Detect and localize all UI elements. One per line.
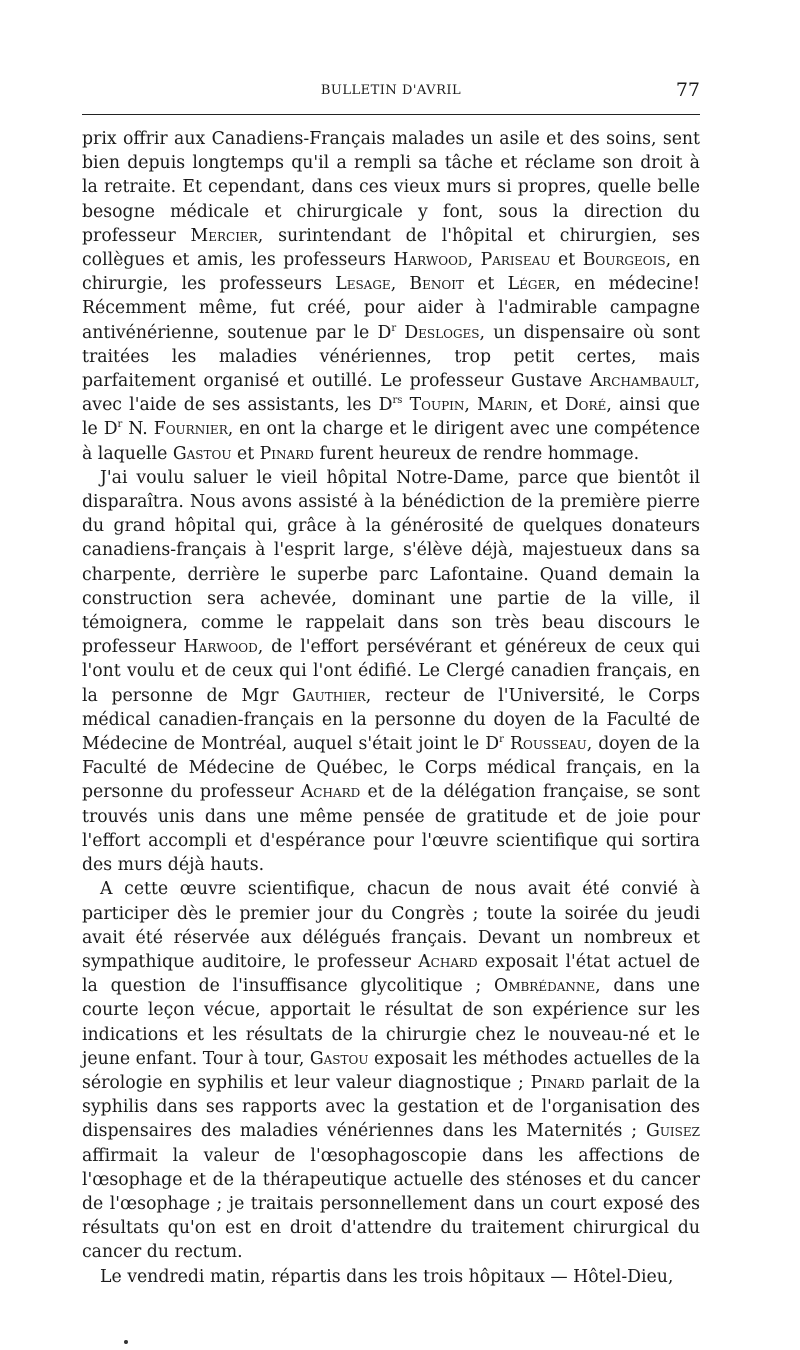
person-name: Pinard [259,443,314,464]
text-run: , ainsi que le D [82,395,700,440]
text-run: , un dispensaire où sont traitées les maladies vénériennes, trop petit certes, mais parfaitement organisé et outillé. Le professeur Gustave [82,322,701,392]
text-run: J'ai voulu saluer le vieil hôpital Notre-Dame, parce que bientôt il disparaîtra. Nous avons assisté à la bénédiction de la première pierre du grand hôpital qui, grâce à la générosité de quelques donateurs canadiens-français à l'esprit large, s'élève déjà, majestueux dans sa charpente, derrière le superbe parc Lafontaine. Quand demain la construction sera achevée, dominant une partie de la ville, il témoignera, comme le rappelait dans son très beau discours le professeur [82,467,700,658]
person-name: Pinard [530,1072,585,1093]
text-run: , [390,274,410,295]
text-run: , et [527,395,565,416]
text-run: , recteur de l'Université, le Corps médical canadien-français en la personne du doyen de la Faculté de Médecine de Montréal, auquel s'était joint le D [82,685,701,755]
paragraph [82,877,700,1264]
page-header [82,78,700,102]
text-run: , de l'effort persévérant et généreux de ceux qui l'ont voulu et de ceux qui l'ont édifié. Le Clergé canadien français, en la personne de Mgr [82,637,701,706]
person-name: Harwood [393,250,468,271]
superscript: rs [392,395,403,407]
person-name: Desloges [404,322,480,343]
person-name: Gastou [309,1048,369,1069]
text-run: , dans une courte leçon vécue, apportait le résultat de son expérience sur les indications et les résultats de la chirurgie chez le nouveau-né et le jeune enfant. Tour à tour, [82,976,700,1069]
person-name: Bourgeois [582,250,666,271]
superscript: r [117,419,123,431]
text-run: parlait de la syphilis dans ses rapports avec la gestation et de l'organisation des dispensaires des maladies vénériennes dans les Maternités ; [82,1072,700,1142]
text-run: prix offrir aux Canadiens-Français malades un asile et des soins, sent bien depuis longtemps qu'il a rempli sa tâche et réclame son droit à la retraite. Et cependant, dans ces vieux murs si propres, quelle belle besogne médicale et chirurgicale y font, sous la direction du professeur [82,129,700,246]
text-run: A cette œuvre scientifique, chacun de nous avait été convié à participer dès le premier jour du Congrès ; toute la soirée du jeudi avait été réservée aux délégués français. Devant un nombreux et sympathique auditoire, le professeur [82,879,700,972]
person-name: Toupin [409,395,465,416]
text-run: , avec l'aide de ses assistants, les D [82,371,700,416]
text-run: et [463,274,508,295]
body-text [82,127,700,1289]
person-name: Gastou [172,443,232,464]
person-name: Guisez [646,1121,700,1142]
person-name: Léger [507,274,556,295]
person-name: Achard [300,782,361,803]
text-run: , [464,395,478,416]
text-run: Le vendredi matin, répartis dans les trois hôpitaux — Hôtel-Dieu, [100,1266,674,1287]
text-run: exposait l'état actuel de la question de l'insuffisance glycolitique ; [82,951,700,997]
text-run: , doyen de la Faculté de Médecine de Québec, le Corps médical français, en la personne du professeur [82,734,700,803]
person-name: Pariseau [480,250,551,271]
superscript: r [391,322,397,334]
text-run: , en chirurgie, les professeurs [82,250,700,295]
text-run [402,395,409,415]
paragraph [82,127,700,466]
text-run: , surintendant de l'hôpital et chirurgien, ses collègues et amis, les professeurs [82,225,700,271]
person-name: Gauthier [292,685,366,706]
person-name: Doré [564,395,607,416]
text-run: , en médecine! Récemment même, fut créé, pour aider à l'admirable campagne antivénérienne, soutenue par le D [82,274,700,343]
ink-speck [124,1340,128,1344]
person-name: Archambault [589,371,695,392]
paragraph [82,466,700,877]
text-run: furent heureux de rendre hommage. [313,443,640,464]
person-name: Mercier [190,225,258,246]
text-run: et de la délégation française, se sont trouvés unis dans une même pensée de gratitude et de joie pour l'effort accompli et d'espérance pour l'œuvre scientifique qui sortira des murs déjà hauts. [82,782,700,876]
page-number: 77 [675,79,700,101]
person-name: Fournier [153,419,228,440]
text-run: , [467,250,481,271]
superscript: r [499,734,504,746]
text-run: , en ont la charge et le dirigent avec une compétence à laquelle [82,419,701,464]
person-name: Benoit [409,274,464,295]
text-run: affirmait la valeur de l'œsophagoscopie dans les affections de l'œsophage et de la thérapeutique actuelle des sténoses et du cancer de l'œsophage ; je traitais personnellement dans un court exposé des résultats qu'on est en droit d'attendre du traitement chirurgical du cancer du rectum. [82,1145,700,1263]
person-name: Lesage [335,274,391,295]
header-rule [82,114,700,115]
running-title: BULLETIN D'AVRIL [320,82,462,98]
person-name: Ombrédanne [494,976,596,997]
person-name: Achard [418,951,478,972]
paragraph [82,1265,700,1289]
text-run: exposait les méthodes actuelles de la sérologie en syphilis et leur valeur diagnostique ; [82,1048,701,1093]
text-run: N. [122,419,154,440]
person-name: Marin [477,395,528,416]
text-run: et [550,250,583,271]
text-run: et [231,443,260,464]
person-name: Harwood [183,637,258,658]
person-name: Rousseau [509,734,587,755]
